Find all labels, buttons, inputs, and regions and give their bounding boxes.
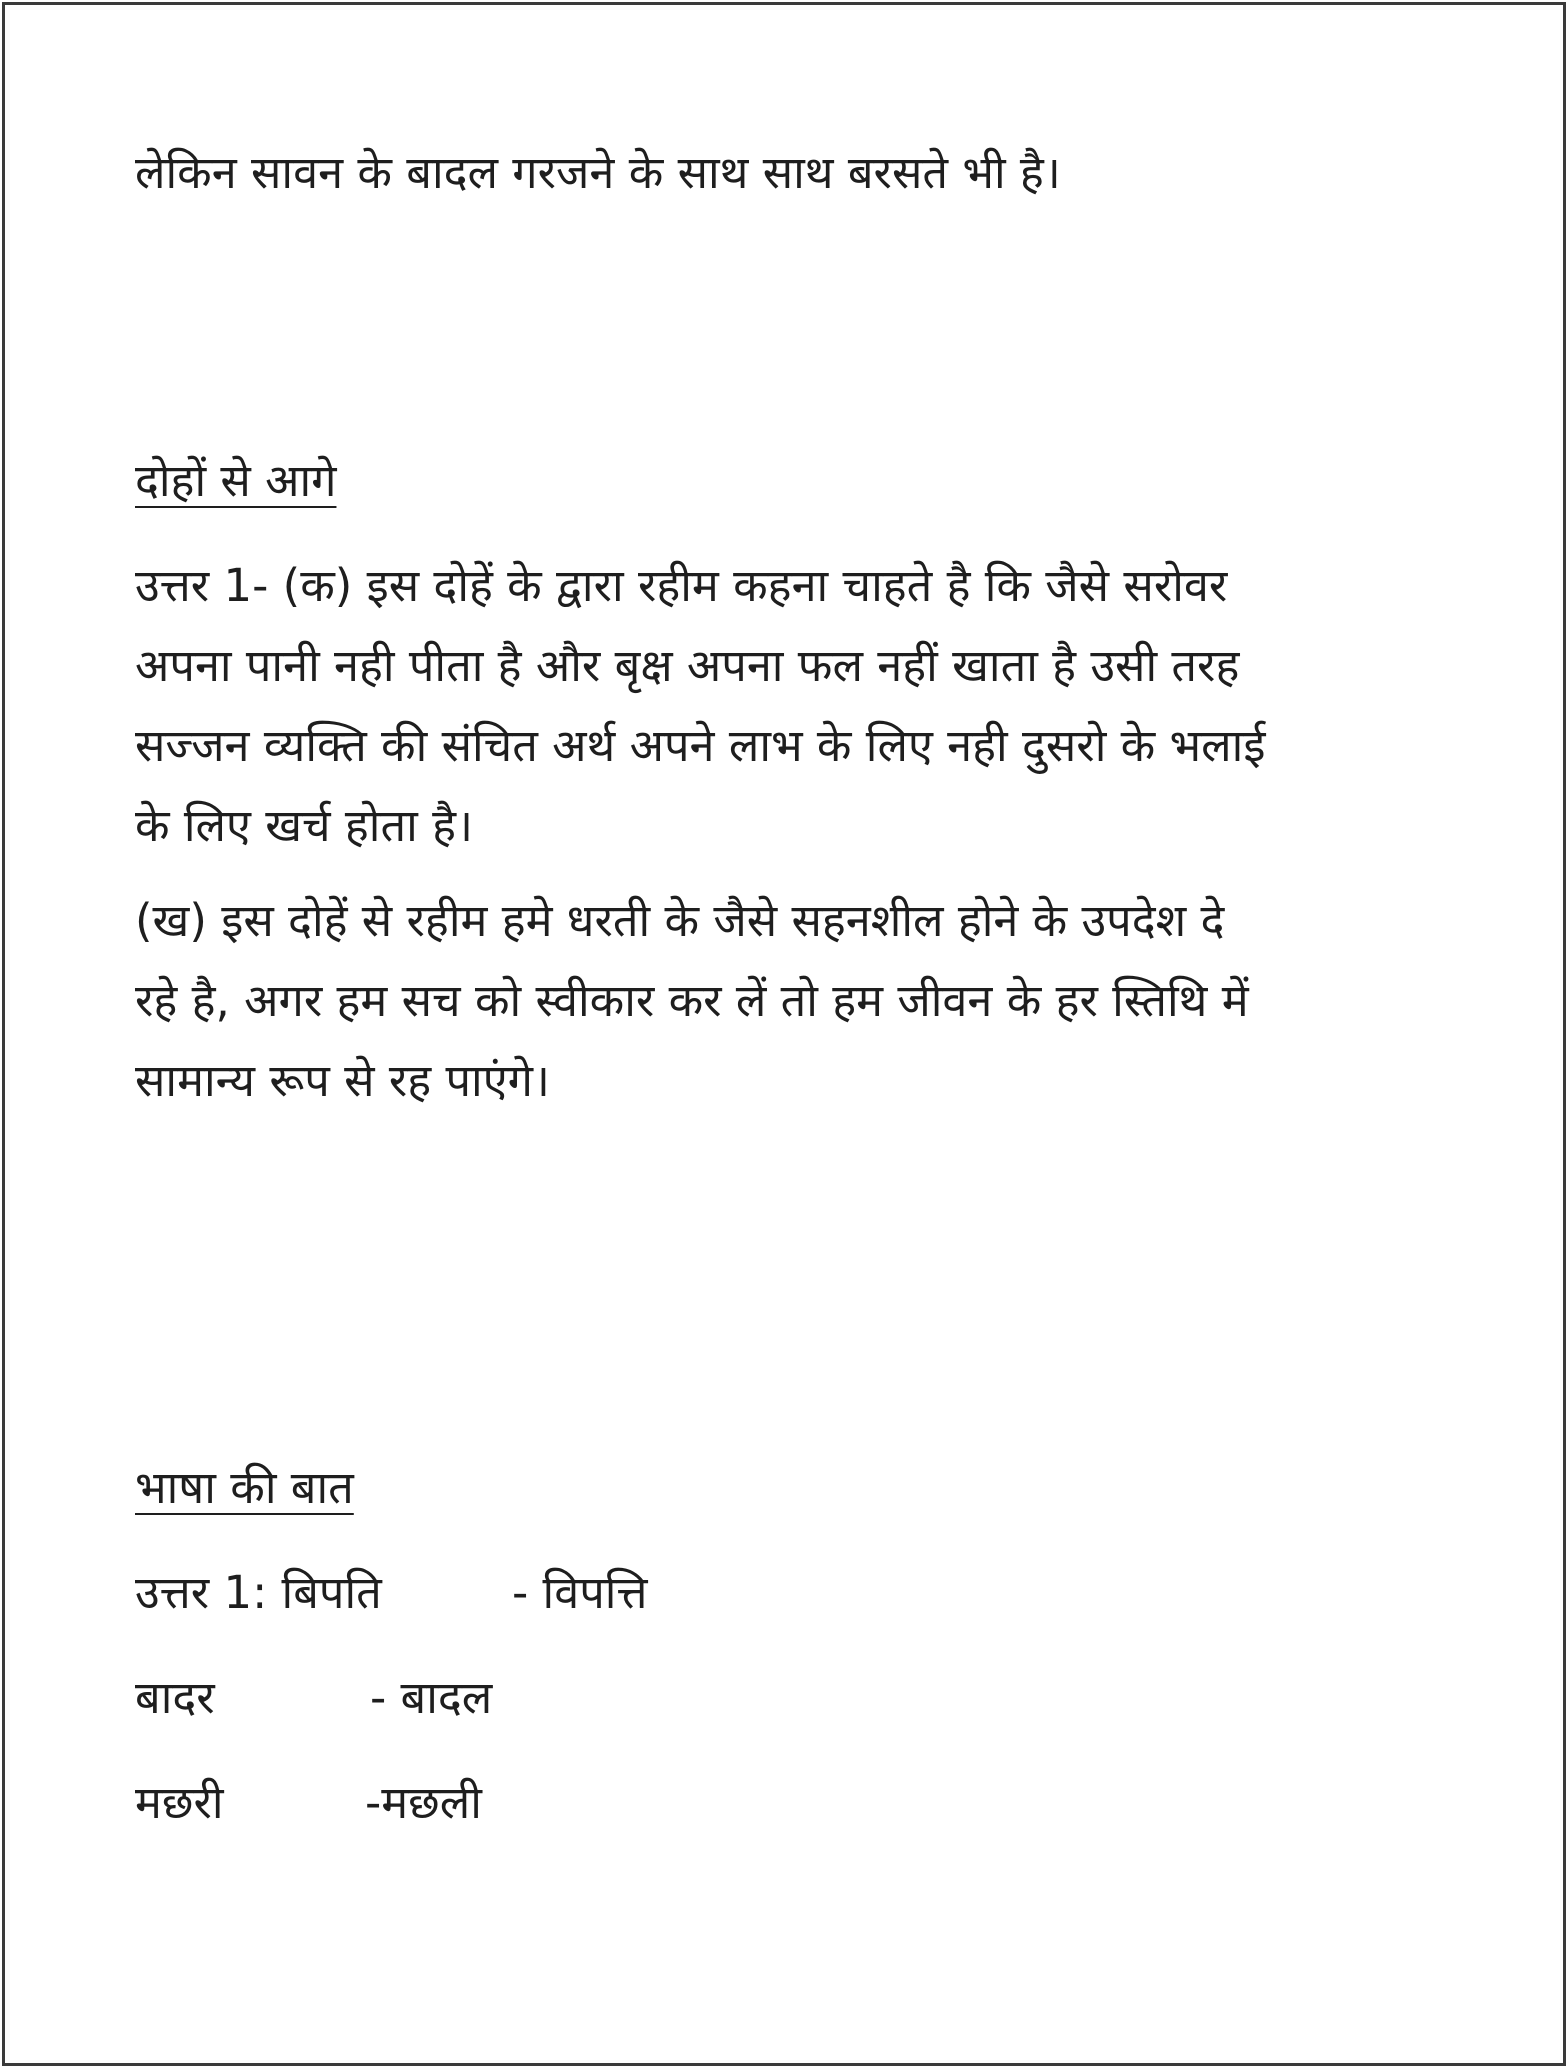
- word-pair-right: -मछली: [365, 1776, 482, 1829]
- word-pair-right: - बादल: [370, 1671, 493, 1724]
- word-pair-left: उत्तर 1: बिपति: [135, 1566, 382, 1619]
- answer-kha-line: सामान्य रूप से रह पाएंगे।: [135, 1054, 550, 1107]
- section-heading-dohon-se-aage: दोहों से आगे: [135, 454, 337, 507]
- answer-kha-line: रहे है, अगर हम सच को स्वीकार कर लें तो हम जीवन के हर स्तिथि में: [135, 974, 1249, 1027]
- answer-ka-line: सज्जन व्यक्ति की संचित अर्थ अपने लाभ के लिए नही दुसरो के भलाई: [135, 719, 1266, 772]
- answer-ka-line: उत्तर 1- (क) इस दोहें के द्वारा रहीम कहना चाहते है कि जैसे सरोवर: [135, 559, 1228, 612]
- word-pair-right: - विपत्ति: [512, 1566, 648, 1619]
- answer-kha-line: (ख) इस दोहें से रहीम हमे धरती के जैसे सहनशील होने के उपदेश दे: [135, 894, 1225, 947]
- answer-ka-line: के लिए खर्च होता है।: [135, 799, 474, 852]
- section-heading-bhasha-ki-baat: भाषा की बात: [135, 1461, 354, 1514]
- answer-ka-line: अपना पानी नही पीता है और बृक्ष अपना फल नहीं खाता है उसी तरह: [135, 639, 1240, 692]
- word-pair-left: बादर: [135, 1671, 215, 1724]
- word-pair-left: मछरी: [135, 1776, 224, 1829]
- intro-line: लेकिन सावन के बादल गरजने के साथ साथ बरसते भी है।: [135, 146, 1061, 199]
- document-page: [2, 2, 1566, 2066]
